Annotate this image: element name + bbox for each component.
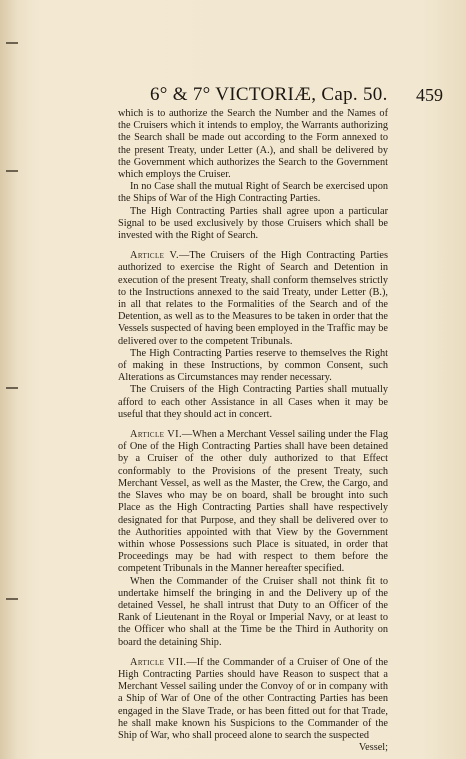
page-number: 459 xyxy=(416,85,443,105)
paragraph-text: In no Case shall the mutual Right of Search be exercised upon the Ships of War of the High Contracting Parties. xyxy=(118,181,388,205)
paragraph xyxy=(118,181,388,205)
article-paragraph xyxy=(118,657,388,742)
paragraph xyxy=(118,348,388,385)
article-label: Article VII. xyxy=(130,656,187,668)
paragraph-text: When the Commander of the Cruiser shall not think fit to undertake himself the bringing in and the Delivery up of the detained Vessel, he shall intrust that Duty to an Officer of the Rank of Lieutenant in the Royal or Imperial Navy, or at least to the Officer who shall at the Time be the Third in Authority on board the detaining Ship. xyxy=(118,575,388,648)
article-paragraph xyxy=(118,429,388,575)
binding-mark xyxy=(6,598,18,600)
article-paragraph xyxy=(118,250,388,348)
binding-mark xyxy=(6,42,18,44)
paragraph-text: The Cruisers of the High Contracting Parties shall mutually afford to each other Assistance in all Cases when it may be useful that they should act in concert. xyxy=(118,384,388,420)
paragraph-text: The High Contracting Parties reserve to themselves the Right of making in these Instructions, by common Consent, such Alterations as Circumstances may render necessary. xyxy=(118,347,388,384)
running-head: 6° & 7° VICTORIÆ, Cap. 50. xyxy=(150,84,388,105)
paragraph-text: The High Contracting Parties shall agree upon a particular Signal to be used exclusively by those Cruisers which shall be invested with the Right of Search. xyxy=(118,205,388,242)
paragraph xyxy=(118,576,388,649)
binding-mark xyxy=(6,387,18,389)
binding-mark xyxy=(6,170,18,172)
article-label: Article VI. xyxy=(130,429,182,441)
paragraph-text: —The Cruisers of the High Contracting Parties authorized to exercise the Right of Search and Detention in execution of the present Treaty, shall conform themselves strictly to the Instructions annexed to the said Treaty, under Letter (B.), in all that relates to the Formalities of the Search and of the Detention, as well as to the Measures to be taken in order that the Vessels suspected of having been employed in the Traffic may be delivered over to the competent Tribunals. xyxy=(118,250,388,347)
treaty-text xyxy=(118,108,388,754)
catchword: Vessel; xyxy=(358,742,388,754)
paragraph xyxy=(118,108,388,181)
page-header xyxy=(0,84,466,106)
paragraph xyxy=(118,206,388,243)
paragraph-text: —When a Merchant Vessel sailing under the Flag of One of the High Contracting Parties shall have been detained by a Cruiser of the other duly authorized to that Effect conformably to the Provisions of the present Treaty, such Merchant Vessel, as well as the Master, the Crew, the Cargo, and the Slaves who may be on board, shall be brought into such Place as the High Contracting Parties shall have respectively designated for that Purpose, and they shall be delivered over to the Authorities appointed with that View by the Government within whose Possessions such Place is situated, in order that Proceedings may be had with respect to them before the competent Tribunals in the Manner hereafter specified. xyxy=(118,429,388,575)
paragraph xyxy=(118,384,388,421)
paragraph-text: —If the Commander of a Cruiser of One of the High Contracting Parties should have Reason to suspect that a Merchant Vessel sailing under the Convoy of or in company with a Ship of War of One of the other Contracting Parties has been engaged in the Slave Trade, or has been fitted out for that Trade, he shall make known his Suspicions to the Commander of the Ship of War, who shall proceed alone to search the suspected xyxy=(118,656,388,741)
paragraph-text: which is to authorize the Search the Number and the Names of the Cruisers which it intends to employ, the Warrants authorizing the Search shall be made out according to the Form annexed to the present Treaty, under Letter (A.), and shall be delivered by the Government which authorizes the Search to the Government which employs the Cruiser. xyxy=(118,108,388,181)
article-label: Article V. xyxy=(130,250,180,262)
